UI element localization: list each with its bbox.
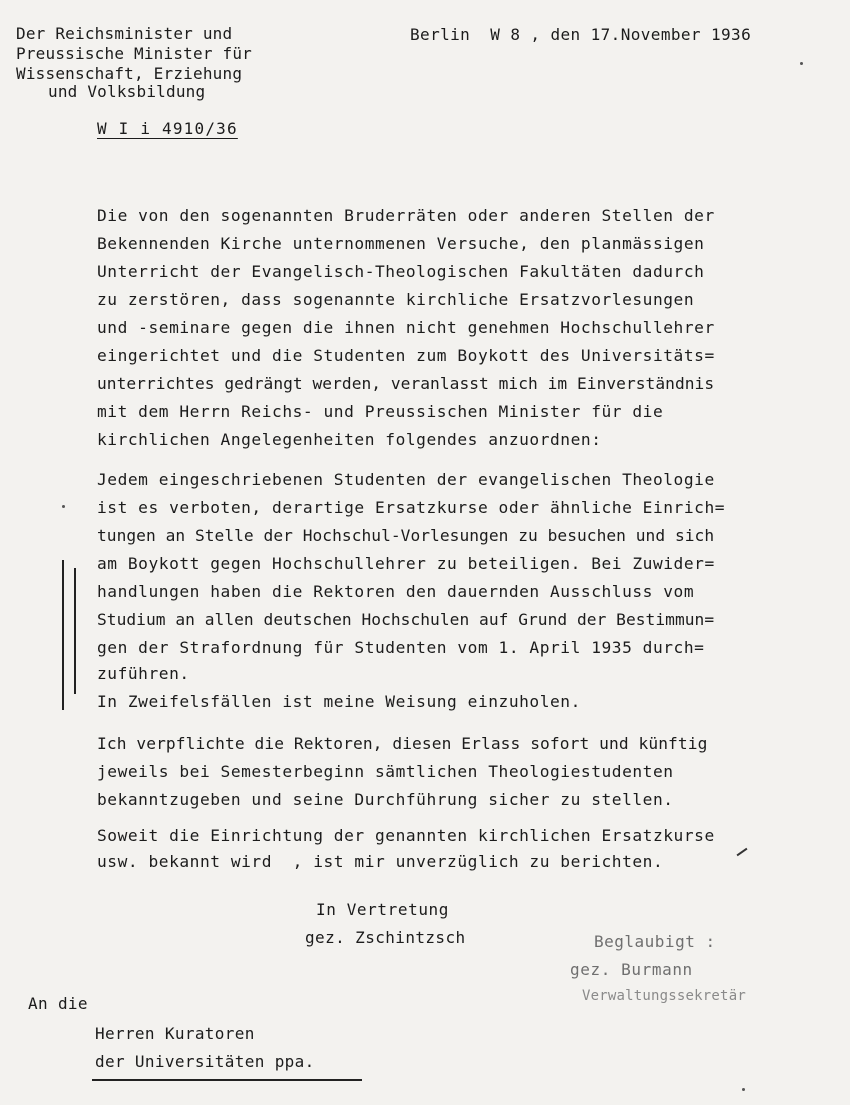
paragraph-1-line-6: eingerichtet und die Studenten zum Boykott des Universitäts= (97, 346, 715, 365)
margin-mark-right (74, 568, 76, 694)
paragraph-2-line-5: handlungen haben die Rektoren den dauernden Ausschluss vom (97, 582, 695, 601)
signature-line-2: gez. Zschintzsch (305, 928, 466, 947)
paragraph-1-line-5: und -seminare gegen die ihnen nicht genehmen Hochschullehrer (97, 318, 715, 337)
reference-number: W I i 4910/36 (97, 119, 238, 138)
margin-dot (62, 505, 65, 508)
sender-line-2: Preussische Minister für (16, 44, 252, 63)
paragraph-1-line-3: Unterricht der Evangelisch-Theologischen Fakultäten dadurch (97, 262, 705, 281)
sender-line-3: Wissenschaft, Erziehung (16, 64, 243, 83)
paragraph-2-line-7: gen der Strafordnung für Studenten vom 1. April 1935 durch= (97, 638, 705, 657)
paragraph-3-line-3: bekanntzugeben und seine Durchführung sicher zu stellen. (97, 790, 674, 809)
paragraph-2-line-3: tungen an Stelle der Hochschul-Vorlesungen zu besuchen und sich (97, 526, 715, 545)
paragraph-3-line-2: jeweils bei Semesterbeginn sämtlichen Theologiestudenten (97, 762, 674, 781)
paragraph-1-line-9: kirchlichen Angelegenheiten folgendes anzuordnen: (97, 430, 602, 449)
paragraph-4-line-1: Soweit die Einrichtung der genannten kirchlichen Ersatzkurse (97, 826, 715, 845)
signature-line-1: In Vertretung (316, 900, 450, 919)
paragraph-2-line-6: Studium an allen deutschen Hochschulen auf Grund der Bestimmun= (97, 610, 715, 629)
recipient-line-2: Herren Kuratoren (95, 1024, 255, 1043)
speck-mark (800, 62, 803, 65)
paragraph-1-line-7: unterrichtes gedrängt werden, veranlasst mich im Einverständnis (97, 374, 715, 393)
paragraph-3-line-1: Ich verpflichte die Rektoren, diesen Erlass sofort und künftig (97, 734, 708, 753)
paragraph-1-line-2: Bekennenden Kirche unternommenen Versuche, den planmässigen (97, 234, 705, 253)
recipient-underline (92, 1079, 362, 1081)
paragraph-2-line-2: ist es verboten, derartige Ersatzkurse oder ähnliche Einrich= (97, 498, 726, 517)
certification-line-1: Beglaubigt : (594, 932, 716, 951)
sender-line-1: Der Reichsminister und (16, 24, 233, 43)
paragraph-1-line-8: mit dem Herrn Reichs- und Preussischen Minister für die (97, 402, 664, 421)
margin-mark-left (62, 560, 64, 710)
paragraph-1-line-4: zu zerstören, dass sogenannte kirchliche Ersatzvorlesungen (97, 290, 695, 309)
recipient-line-1: An die (28, 994, 88, 1013)
pen-tick-mark (737, 848, 748, 857)
sender-line-4: und Volksbildung (48, 82, 206, 101)
paragraph-1-line-1: Die von den sogenannten Bruderräten oder anderen Stellen der (97, 206, 715, 225)
paragraph-2-line-1: Jedem eingeschriebenen Studenten der evangelischen Theologie (97, 470, 715, 489)
certification-line-3: Verwaltungssekretär (582, 988, 746, 1004)
certification-line-2: gez. Burmann (570, 960, 693, 979)
paragraph-2-line-4: am Boykott gegen Hochschullehrer zu beteiligen. Bei Zuwider= (97, 554, 715, 573)
recipient-line-3: der Universitäten ppa. (95, 1052, 315, 1071)
paragraph-4-line-2: usw. bekannt wird , ist mir unverzüglich zu berichten. (97, 852, 664, 871)
bottom-speck (742, 1088, 745, 1091)
paragraph-2-line-9: In Zweifelsfällen ist meine Weisung einzuholen. (97, 692, 581, 711)
place-date: Berlin W 8 , den 17.November 1936 (410, 25, 752, 44)
paragraph-2-line-8: zuführen. (97, 664, 190, 683)
